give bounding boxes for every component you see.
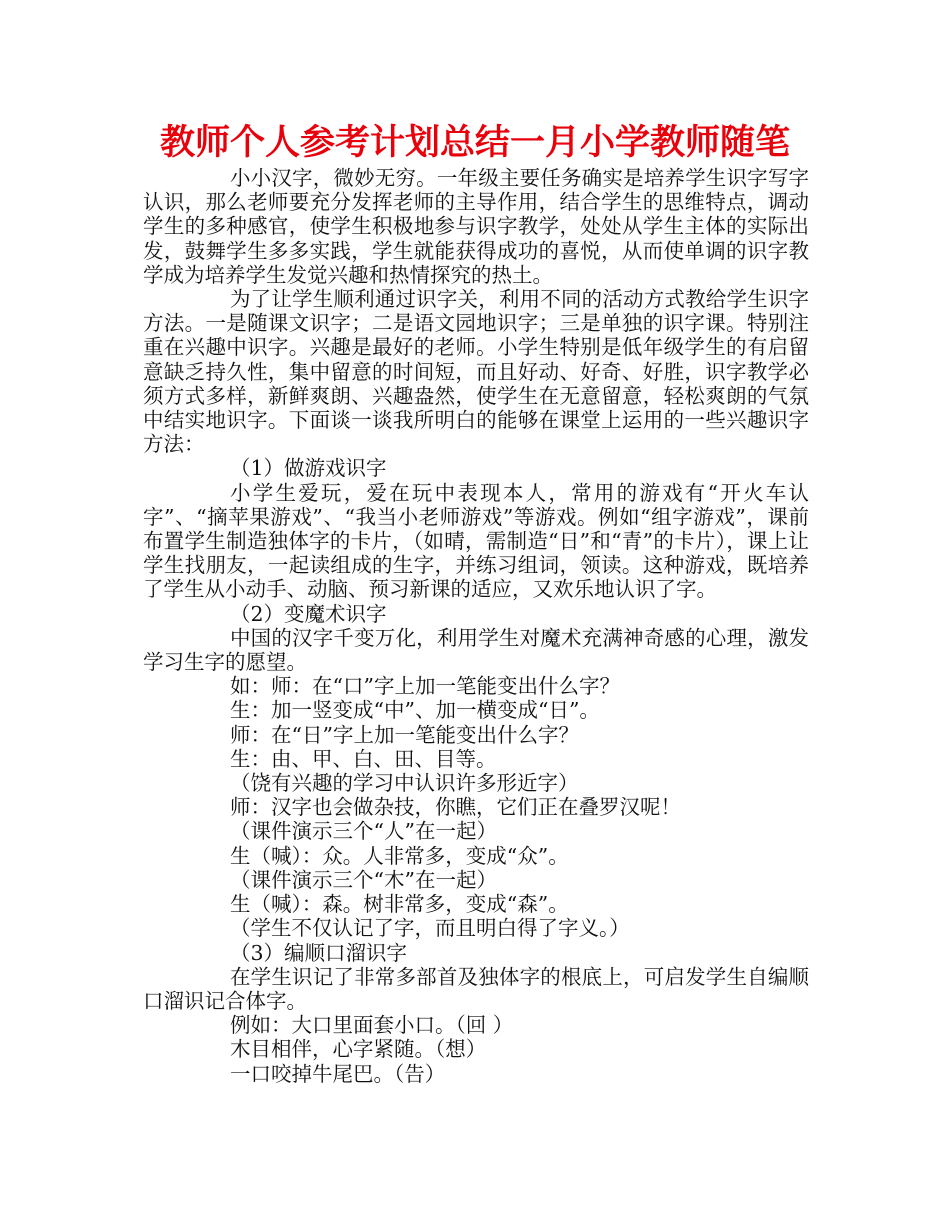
dialogue-line: 生（喊）：森。树非常多，变成“森”。	[230, 892, 569, 917]
dialogue-line: （课件演示三个“人”在一起）	[230, 819, 497, 844]
section-heading: （1）做游戏识字	[230, 456, 387, 481]
paragraph: 在学生识记了非常多部首及独体字的根底上，可启发学生自编顺口溜识记合体字。	[143, 964, 809, 1013]
example-line: 一口咬掉牛尾巴。（告）	[230, 1061, 446, 1086]
paragraph: 小小汉字，微妙无穷。一年级主要任务确实是培养学生识字写字认识，那么老师要充分发挥老师的主导作用，结合学生的思维特点，调动学生的多种感官，使学生积极地参与识字教学，处处从学生主体的实际出发，鼓舞学生多多实践，学生就能获得成功的喜悦，从而使单调的识字教学成为培养学生发觉兴趣和热情探究的热土。	[143, 166, 809, 287]
paragraph: 小学生爱玩，爱在玩中表现本人，常用的游戏有“开火车认字”、“摘苹果游戏”、“我当小老师游戏”等游戏。例如“组字游戏”，课前布置学生制造独体字的卡片，（如晴，需制造“日”和“青”的卡片），课上让学生找朋友，一起读组成的生字，并练习组词，领读。这种游戏，既培养了学生从小动手、动脑、预习新课的适应，又欢乐地认识了字。	[143, 480, 809, 602]
section-heading: （3）编顺口溜识字	[230, 940, 408, 965]
dialogue-line: 如：师：在“口”字上加一笔能变出什么字？	[230, 674, 620, 699]
dialogue-line: （课件演示三个“木”在一起）	[230, 867, 497, 892]
section-heading: （2）变魔术识字	[230, 601, 387, 626]
dialogue-line: 生：由、甲、白、田、目等。	[230, 746, 497, 771]
dialogue-line: （饶有兴趣的学习中认识许多形近字）	[230, 771, 579, 796]
dialogue-line: 师：汉字也会做杂技，你瞧，它们正在叠罗汉呢！	[230, 795, 681, 820]
paragraph: 中国的汉字千变万化，利用学生对魔术充满神奇感的心理，激发学习生字的愿望。	[143, 625, 809, 675]
example-line: 例如：大口里面套小口。（回 ）	[230, 1013, 514, 1038]
example-line: 木目相伴，心字紧随。（想）	[230, 1037, 487, 1062]
dialogue-line: 师：在“日”字上加一笔能变出什么字？	[230, 722, 579, 747]
document-title: 教师个人参考计划总结一月小学教师随笔	[159, 123, 790, 163]
document-body	[143, 166, 809, 1086]
paragraph: 为了让学生顺利通过识字关，利用不同的活动方式教给学生识字方法。一是随课文识字；二是语文园地识字；三是单独的识字课。特别注重在兴趣中识字。兴趣是最好的老师。小学生特别是低年级学生的有启留意缺乏持久性，集中留意的时间短，而且好动、好奇、好胜，识字教学必须方式多样，新鲜爽朗、兴趣盎然，使学生在无意留意，轻松爽朗的气氛中结实地识字。下面谈一谈我所明白的能够在课堂上运用的一些兴趣识字方法：	[143, 287, 809, 457]
dialogue-line: （学生不仅认记了字，而且明白得了字义。）	[230, 916, 630, 941]
dialogue-line: 生：加一竖变成“中”、加一横变成“日”。	[230, 698, 600, 723]
dialogue-line: 生（喊）：众。人非常多，变成“众”。	[230, 843, 569, 868]
